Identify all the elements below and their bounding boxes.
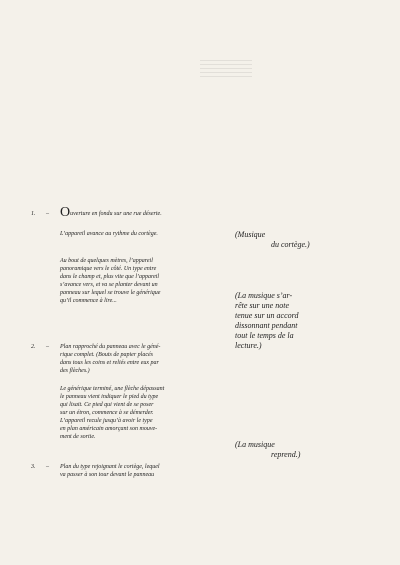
right-note-2 — [235, 291, 360, 351]
section-2-para-1-line-1: Plan rapproché du panneau avec le géné- — [60, 344, 161, 350]
right-note-1-line-1: (Musique — [235, 230, 266, 239]
section-2-para-2-line-4: sur un étron, commence à se démerder. — [60, 410, 154, 416]
section-2-para-2-line-5: L’appareil recule jusqu’à avoir le type — [60, 418, 153, 424]
section-1-para-2-line-3: dans le champ et, plus vite que l’appareil — [60, 274, 160, 280]
section-1-title — [60, 206, 205, 218]
right-note-2-line-2: rête sur une note — [235, 301, 289, 310]
section-1-para-2-line-1: Au bout de quelques mètres, l’appareil — [60, 258, 153, 264]
section-dash-1: – — [46, 211, 49, 217]
right-note-1-line-2: du cortège.) — [271, 240, 310, 249]
right-note-2-line-6: lecture.) — [235, 341, 262, 350]
section-2-para-2-line-3: qui lisait. Ce pied qui vient de se poser — [60, 402, 154, 408]
section-3-para-1-line-1: Plan du type rejoignant le cortège, lequel — [60, 464, 160, 470]
right-note-3-line-2: reprend.) — [271, 450, 301, 459]
section-1-para-1: L’appareil avance au rythme du cortège. — [60, 231, 158, 237]
bleed-through-text — [200, 60, 252, 80]
right-note-2-line-5: tout le temps de la — [235, 331, 294, 340]
right-note-2-line-4: dissonnant pendant — [235, 321, 298, 330]
section-1-para-2 — [60, 257, 205, 305]
right-note-2-line-3: tenue sur un accord — [235, 311, 299, 320]
section-1-para-2-line-5: panneau sur lequel se trouve le générique — [60, 290, 161, 296]
section-2-para-2-line-2: le panneau vient indiquer le pied du type — [60, 394, 159, 400]
section-1-para-2-line-2: panoramique vers le côté. Un type entre — [60, 266, 157, 272]
section-2-para-2 — [60, 385, 205, 441]
right-note-3-line-1: (La musique — [235, 440, 275, 449]
section-3-para-1-line-2: va passer à son tour devant le panneau — [60, 472, 155, 478]
section-number-3: 3. — [31, 464, 36, 470]
right-note-1 — [235, 230, 360, 250]
section-dash-2: – — [46, 344, 49, 350]
section-number-1: 1. — [31, 211, 36, 217]
section-3-para-1 — [60, 463, 205, 479]
section-dash-3: – — [46, 464, 49, 470]
section-2-para-2-line-1: Le générique terminé, une flèche dépassant — [60, 386, 165, 392]
section-1-title-rest: uverture en fondu sur une rue déserte. — [70, 211, 162, 217]
section-2-para-1-line-4: des flèches.) — [60, 368, 90, 374]
section-1-para-2-line-6: qu’il commence à lire... — [60, 298, 117, 304]
section-2-para-1-line-3: dans tous les coins et reliés entre eux par — [60, 360, 159, 366]
section-2-para-2-line-7: ment de sortie. — [60, 434, 96, 440]
section-2-para-1-line-2: rique complet. (Bouts de papier placés — [60, 352, 153, 358]
right-note-2-line-1: (La musique s’ar- — [235, 291, 293, 300]
dropcap-o: O — [60, 205, 71, 220]
section-number-2: 2. — [31, 344, 36, 350]
section-1-para-2-line-4: s’avance vers, et va se planter devant un — [60, 282, 158, 288]
section-2-para-1 — [60, 343, 205, 375]
section-2-para-2-line-6: en plan américain amorçant son mouve- — [60, 426, 158, 432]
right-note-3 — [235, 440, 360, 460]
